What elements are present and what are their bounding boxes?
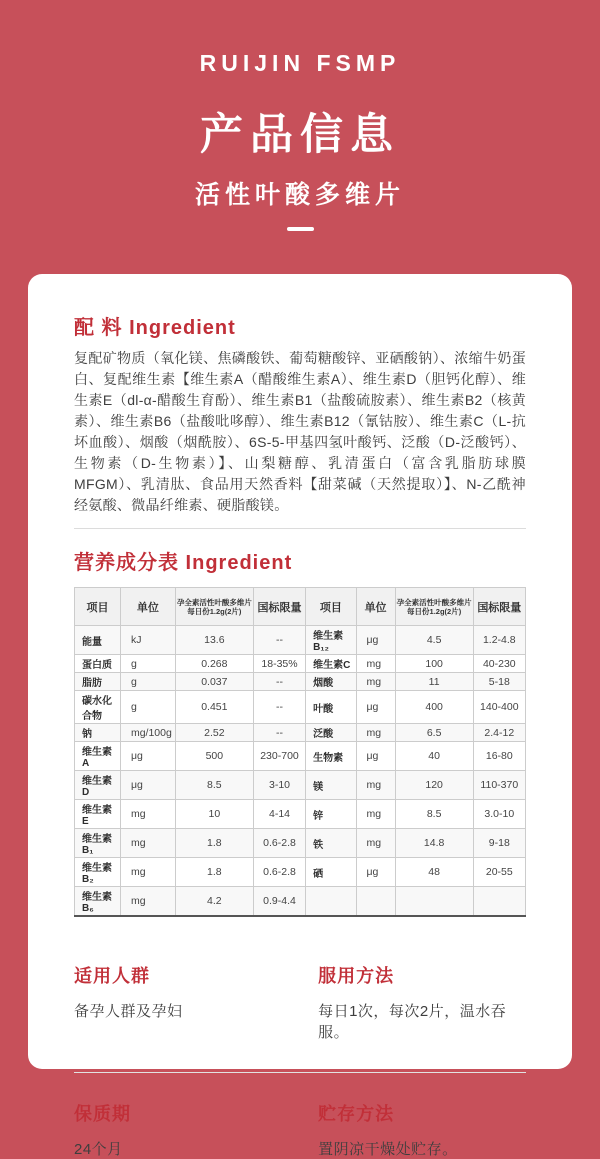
method-heading: 服用方法 <box>318 966 395 986</box>
table-cell: 蛋白质 <box>75 655 121 673</box>
table-cell: 泛酸 <box>306 724 356 742</box>
table-cell: 6.5 <box>395 724 473 742</box>
table-cell: μg <box>120 771 175 800</box>
table-row <box>75 887 526 917</box>
column-header: 单位 <box>120 588 175 626</box>
table-cell: 维生素A <box>75 742 121 771</box>
table-cell <box>356 887 395 917</box>
ingredient-heading: 配 料 Ingredient <box>74 317 236 339</box>
table-header-row <box>75 588 526 626</box>
usage-row <box>74 965 526 1042</box>
table-cell: 1.8 <box>175 829 253 858</box>
table-cell: μg <box>356 742 395 771</box>
table-cell: 400 <box>395 691 473 724</box>
table-cell: 4-14 <box>253 800 305 829</box>
nutrition-heading: 营养成分表 Ingredient <box>74 552 293 574</box>
table-cell: 9-18 <box>473 829 525 858</box>
column-header: 项目 <box>306 588 356 626</box>
table-cell: 0.6-2.8 <box>253 858 305 887</box>
table-cell: 8.5 <box>395 800 473 829</box>
ingredient-text: 复配矿物质（氧化镁、焦磷酸铁、葡萄糖酸锌、亚硒酸钠）、浓缩牛奶蛋白、复配维生素【维生素A（醋酸维生素A）、维生素D（胆钙化醇）、维生素E（dl-α-醋酸生育酚）、维生素B1（盐酸硫胺素）、维生素B2（核黄素）、维生素B6（盐酸吡哆醇）、维生素B12（氰钴胺）、维生素C（L-抗坏血酸）、烟酸（烟酰胺）、6S-5-甲基四氢叶酸钙、泛酸（D-泛酸钙）、生物素（D-生物素）】、山梨糖醇、乳清蛋白（富含乳脂肪球膜MFGM）、乳清肽、食品用天然香料【甜菜碱（天然提取）】、N-乙酰神经氨酸、微晶纤维素、硬脂酸镁。 <box>74 350 526 513</box>
table-cell: 230-700 <box>253 742 305 771</box>
table-cell: 40 <box>395 742 473 771</box>
table-cell: μg <box>356 691 395 724</box>
table-cell: 维生素B₁₂ <box>306 626 356 655</box>
table-cell: 脂肪 <box>75 673 121 691</box>
table-cell: 生物素 <box>306 742 356 771</box>
page-title: 产品信息 <box>200 111 400 159</box>
table-cell: mg <box>120 829 175 858</box>
table-cell: 镁 <box>306 771 356 800</box>
table-cell: -- <box>253 626 305 655</box>
audience-text: 备孕人群及孕妇 <box>74 1003 183 1020</box>
table-cell: 1.2-4.8 <box>473 626 525 655</box>
table-row <box>75 771 526 800</box>
table-cell: 8.5 <box>175 771 253 800</box>
table-cell: μg <box>356 626 395 655</box>
column-header: 孕全素活性叶酸多维片 每日份1.2g(2片) <box>395 588 473 626</box>
table-cell: -- <box>253 673 305 691</box>
table-row <box>75 858 526 887</box>
table-cell: μg <box>120 742 175 771</box>
table-cell <box>306 887 356 917</box>
table-cell: 2.52 <box>175 724 253 742</box>
table-row <box>75 673 526 691</box>
table-cell <box>473 887 525 917</box>
shelf-life-text: 24个月 <box>74 1141 123 1158</box>
table-cell: mg/100g <box>120 724 175 742</box>
table-cell: mg <box>356 724 395 742</box>
table-row <box>75 691 526 724</box>
column-header: 国标限量 <box>473 588 525 626</box>
table-cell: 5-18 <box>473 673 525 691</box>
table-cell: kJ <box>120 626 175 655</box>
method-text: 每日1次，每次2片，温水吞服。 <box>318 1003 507 1041</box>
storage-block <box>318 1103 526 1159</box>
table-cell: 500 <box>175 742 253 771</box>
table-cell: mg <box>356 829 395 858</box>
table-cell: 100 <box>395 655 473 673</box>
table-row <box>75 742 526 771</box>
table-row <box>75 626 526 655</box>
table-cell: 10 <box>175 800 253 829</box>
column-header: 国标限量 <box>253 588 305 626</box>
info-card <box>28 274 572 1158</box>
storage-row <box>74 1103 526 1159</box>
table-cell: 3-10 <box>253 771 305 800</box>
table-cell <box>395 887 473 917</box>
brand-logo: RUIJIN FSMP <box>199 50 401 76</box>
table-cell: -- <box>253 691 305 724</box>
table-cell: 锌 <box>306 800 356 829</box>
table-cell: 20-55 <box>473 858 525 887</box>
audience-heading: 适用人群 <box>74 966 150 986</box>
table-cell: 烟酸 <box>306 673 356 691</box>
table-cell: 4.5 <box>395 626 473 655</box>
column-header: 项目 <box>75 588 121 626</box>
table-row <box>75 829 526 858</box>
row-divider <box>74 1072 526 1073</box>
table-cell: mg <box>120 887 175 917</box>
table-cell: 40-230 <box>473 655 525 673</box>
table-cell: 48 <box>395 858 473 887</box>
table-cell: 0.451 <box>175 691 253 724</box>
table-cell: 110-370 <box>473 771 525 800</box>
table-cell: 0.268 <box>175 655 253 673</box>
nutrition-section <box>74 551 526 917</box>
table-cell: μg <box>356 858 395 887</box>
table-cell: 铁 <box>306 829 356 858</box>
table-row <box>75 800 526 829</box>
table-cell: 2.4-12 <box>473 724 525 742</box>
table-cell: g <box>120 691 175 724</box>
audience-block <box>74 965 318 1042</box>
table-cell: 1.8 <box>175 858 253 887</box>
table-cell: 14.8 <box>395 829 473 858</box>
table-cell: 钠 <box>75 724 121 742</box>
table-cell: 0.037 <box>175 673 253 691</box>
table-cell: 维生素B₆ <box>75 887 121 917</box>
table-cell: 120 <box>395 771 473 800</box>
table-cell: 0.9-4.4 <box>253 887 305 917</box>
table-cell: 0.6-2.8 <box>253 829 305 858</box>
table-cell: g <box>120 655 175 673</box>
column-header: 单位 <box>356 588 395 626</box>
table-cell: mg <box>120 800 175 829</box>
nutrition-table <box>74 587 526 917</box>
table-cell: 能量 <box>75 626 121 655</box>
storage-text: 置阴凉干燥处贮存。 <box>318 1141 458 1158</box>
column-header: 孕全素活性叶酸多维片 每日份1.2g(2片) <box>175 588 253 626</box>
table-row <box>75 655 526 673</box>
table-cell: 维生素E <box>75 800 121 829</box>
table-cell: mg <box>356 655 395 673</box>
table-cell: 4.2 <box>175 887 253 917</box>
storage-heading: 贮存方法 <box>318 1104 395 1124</box>
method-block <box>318 965 526 1042</box>
table-cell: mg <box>356 800 395 829</box>
table-cell: 11 <box>395 673 473 691</box>
table-cell: 维生素B₁ <box>75 829 121 858</box>
table-cell: 140-400 <box>473 691 525 724</box>
ingredient-section <box>74 316 526 516</box>
table-cell: mg <box>356 673 395 691</box>
table-cell: 维生素C <box>306 655 356 673</box>
table-cell: 维生素D <box>75 771 121 800</box>
decorative-dash <box>287 227 314 231</box>
table-cell: 3.0-10 <box>473 800 525 829</box>
table-cell: 碳水化合物 <box>75 691 121 724</box>
shelf-life-heading: 保质期 <box>74 1104 131 1124</box>
table-row <box>75 724 526 742</box>
shelf-life-block <box>74 1103 318 1159</box>
section-divider <box>74 528 526 529</box>
table-cell: 16-80 <box>473 742 525 771</box>
table-cell: 叶酸 <box>306 691 356 724</box>
table-cell: 13.6 <box>175 626 253 655</box>
table-cell: mg <box>356 771 395 800</box>
table-cell: 18-35% <box>253 655 305 673</box>
table-cell: 维生素B₂ <box>75 858 121 887</box>
table-body <box>75 626 526 917</box>
table-cell: g <box>120 673 175 691</box>
table-cell: mg <box>120 858 175 887</box>
table-cell: 硒 <box>306 858 356 887</box>
page-header <box>0 0 600 231</box>
product-name: 活性叶酸多维片 <box>194 181 405 209</box>
table-cell: -- <box>253 724 305 742</box>
